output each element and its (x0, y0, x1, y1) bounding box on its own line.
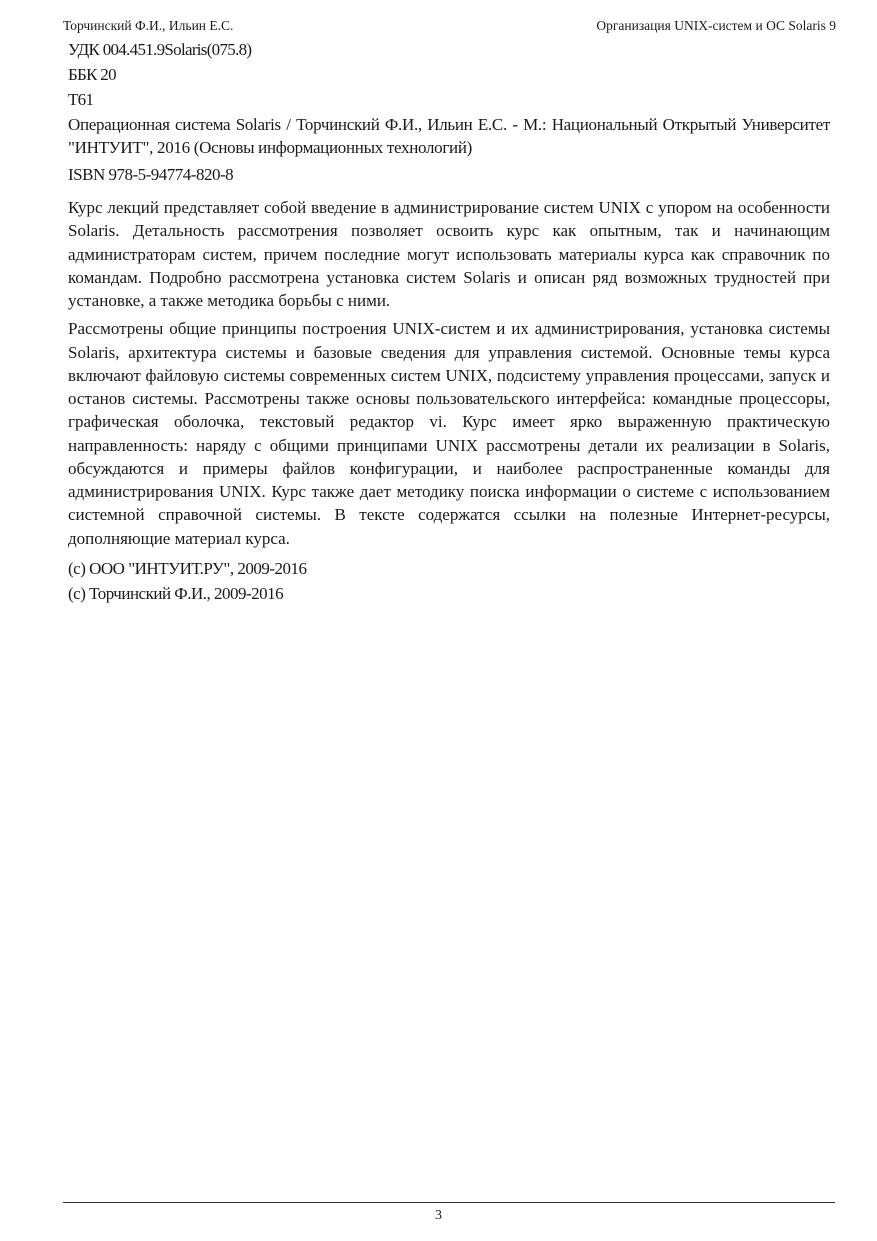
copyright-line: (c) Торчинский Ф.И., 2009-2016 (68, 583, 284, 603)
header-book-title: Организация UNIX-систем и ОС Solaris 9 (596, 18, 836, 33)
copyright-block (68, 556, 830, 606)
abstract-paragraph: Рассмотрены общие принципы построения UNIX-систем и их администрирования, установка системы Solaris, архитектура системы и базовые сведения для управления системой. Основные темы курса включают файловую системы современных систем UNIX, подсистему управления процессами, запуск и останов системы. Рассмотрены также основы пользовательского интерфейса: командные процессоры, графическая оболочка, текстовый редактор vi. Курс имеет ярко выраженную практическую направленность: наряду с общими принципами UNIX рассмотрены детали их реализации в Solaris, обсуждаются и примеры файлов конфигурации, и наиболее распространенные команды для администрирования UNIX. Курс также дает методику поиска информации о системе с использованием системной справочной системы. В тексте содержатся ссылки на полезные Интернет-ресурсы, дополняющие материал курса. (68, 319, 830, 548)
footer-divider (63, 1202, 835, 1203)
udk-line: УДК 004.451.9Solaris(075.8) (68, 40, 252, 59)
bbk-line: ББК 20 (68, 65, 116, 84)
page-content (68, 37, 830, 606)
page-number: 3 (435, 1208, 442, 1223)
bibliographic-entry: Операционная система Solaris / Торчинский Ф.И., Ильин Е.С. - М.: Национальный Открытый Университет "ИНТУИТ", 2016 (Основы информационных технологий) (68, 115, 830, 157)
author-code-line: Т61 (68, 90, 94, 109)
header-authors: Торчинский Ф.И., Ильин Е.С. (63, 18, 234, 33)
isbn-line: ISBN 978-5-94774-820-8 (68, 165, 234, 184)
abstract-paragraph: Курс лекций представляет собой введение в администрирование систем UNIX с упором на особенности Solaris. Детальность рассмотрения позволяет освоить курс как опытным, так и начинающим администраторам систем, причем последние могут использовать материалы курса как справочник по командам. Подробно рассмотрена установка систем Solaris и описан ряд возможных трудностей при установке, а также методика борьбы с ними. (68, 198, 830, 310)
running-header (63, 16, 836, 36)
copyright-line: (c) ООО "ИНТУИТ.РУ", 2009-2016 (68, 558, 307, 578)
